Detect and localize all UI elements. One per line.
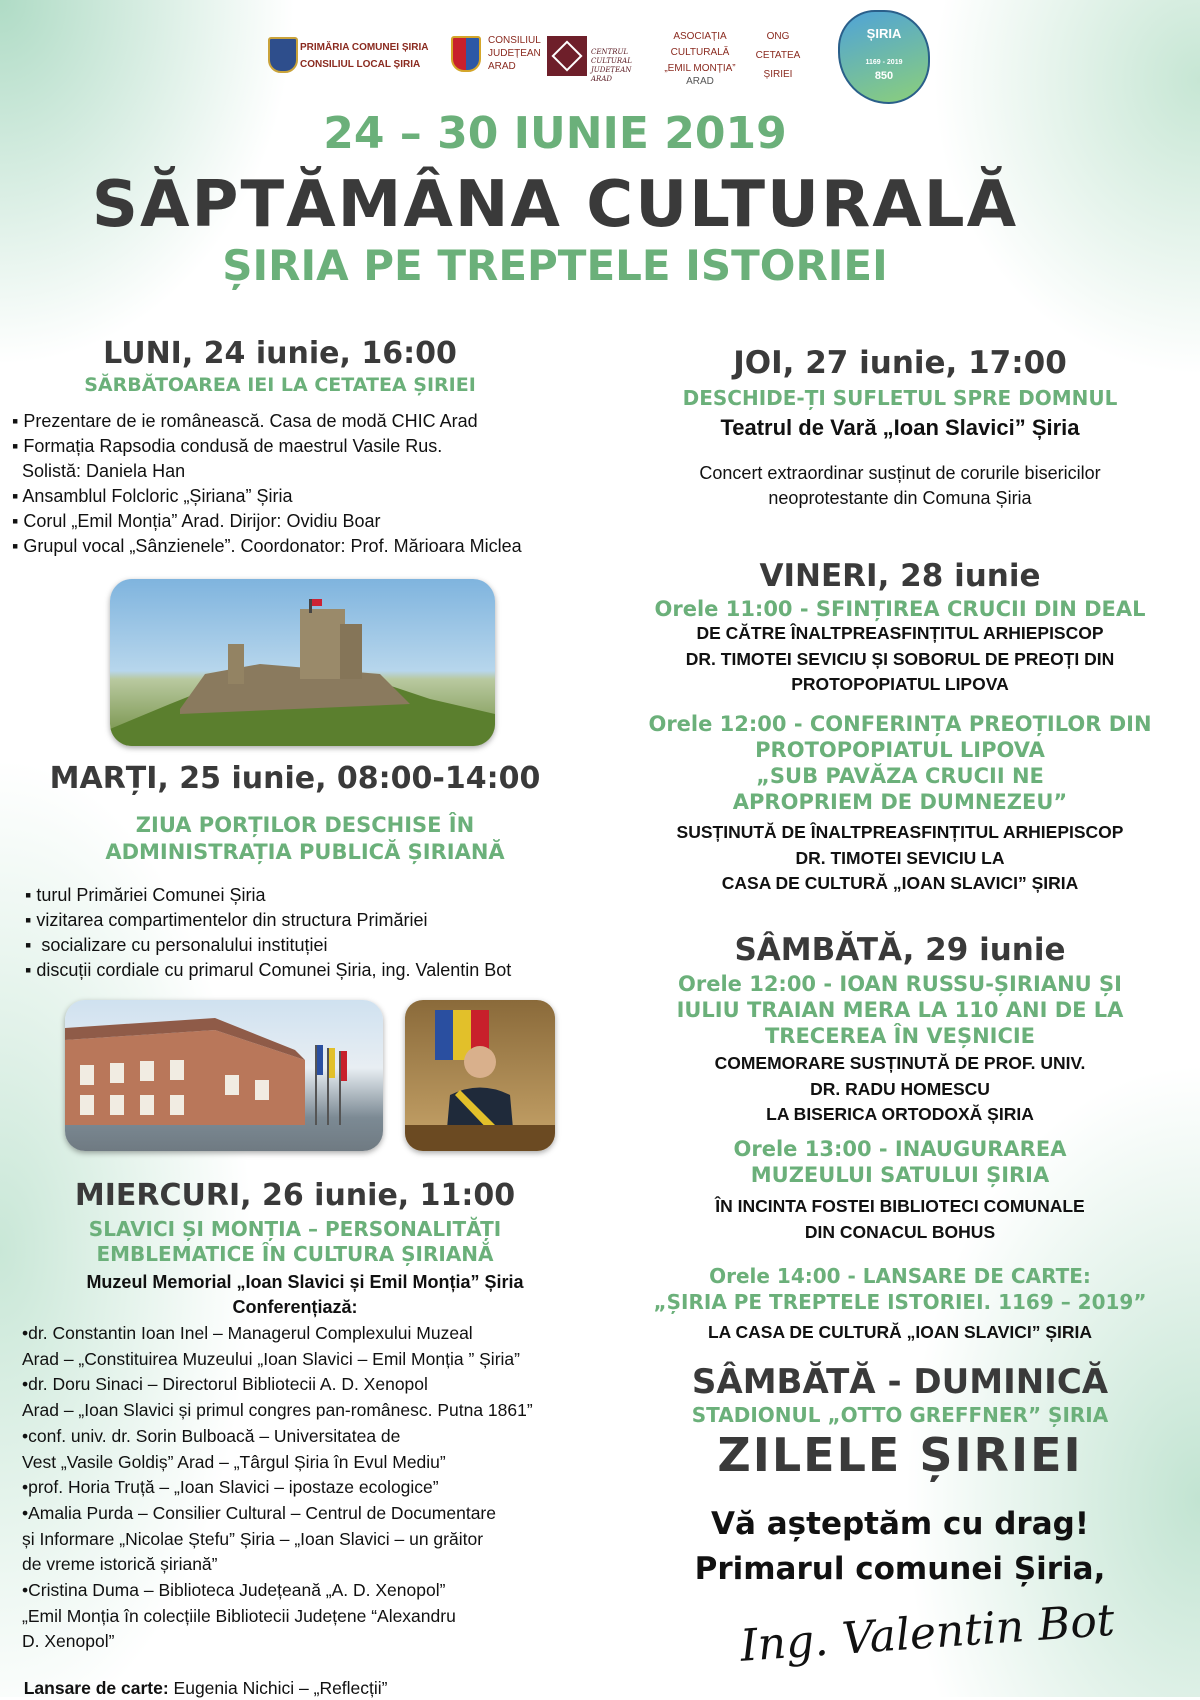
friday-e2-title-line: „SUB PAVĂZA CRUCII NE (756, 764, 1044, 788)
wednesday-subheading-line1: SLAVICI ȘI MONȚIA – PERSONALITĂȚI (88, 1217, 502, 1241)
ong-line2: CETATEA (755, 50, 801, 61)
primaria-line1: PRIMĂRIA COMUNEI ȘIRIA (300, 42, 429, 53)
ong-line3: ȘIRIEI (763, 69, 793, 80)
friday-e2-line: SUSȚINUTĂ DE ÎNALTPREASFINȚITUL ARHIEPISCOP (676, 822, 1124, 842)
consiliu-logo-text (488, 34, 541, 73)
list-item: și Informare „Nicolae Ștefu” Șiria – „Ioan Slavici – un grăitor (22, 1528, 484, 1549)
list-item: Arad – „Constituirea Muzeului „Ioan Slavici – Emil Monția ” Șiria” (22, 1348, 520, 1369)
friday-e2-line: DR. TIMOTEI SEVICIU LA (795, 847, 1005, 868)
primaria-line2: CONSILIUL LOCAL ȘIRIA (300, 59, 421, 70)
saturday-e1-title-line: Orele 12:00 - IOAN RUSSU-ȘIRIANU ȘI (678, 972, 1122, 996)
list-item: ▪ vizitarea compartimentelor din structura Primăriei (25, 910, 428, 930)
weekend-title: ZILELE ȘIRIEI (717, 1428, 1083, 1482)
tuesday-subheading-line2: ADMINISTRAȚIA PUBLICĂ ȘIRIANĂ (105, 840, 505, 864)
asociatia-line2: CULTURALĂ (670, 47, 730, 58)
castle-illustration (110, 579, 495, 746)
thursday-desc-line2: neoprotestante din Comuna Șiria (768, 488, 1032, 508)
friday-e2-title-line: APROPRIEM DE DUMNEZEU” (732, 790, 1068, 814)
saturday-heading: SÂMBĂTĂ, 29 iunie (734, 932, 1066, 968)
primaria-crest-icon (268, 37, 298, 73)
event-dates: 24 – 30 IUNIE 2019 (323, 108, 787, 159)
saturday-e2-line: DIN CONACUL BOHUS (804, 1221, 996, 1242)
thursday-heading: JOI, 27 iunie, 17:00 (733, 345, 1067, 381)
castle-photo (110, 579, 495, 746)
saturday-e1-title-line: TRECEREA ÎN VEȘNICIE (764, 1024, 1036, 1048)
monday-subheading: SĂRBĂTOAREA IEI LA CETATEA ȘIRIEI (84, 374, 476, 396)
mayor-illustration (405, 1000, 555, 1151)
thursday-subheading: DESCHIDE-ȚI SUFLETUL SPRE DOMNUL (682, 386, 1118, 410)
wednesday-subheading-line2: EMBLEMATICE ÎN CULTURA ȘIRIANĂ (96, 1242, 494, 1266)
centru-cultural-text: CENTRUL CULTURAL JUDEȚEAN ARAD (591, 48, 632, 83)
book-launch-line (14, 1652, 388, 1700)
badge-years: 1169 - 2019 (865, 59, 903, 66)
list-item: „Emil Monția în colecțiile Bibliotecii Județene “Alexandru (22, 1605, 456, 1626)
saturday-e1-line: DR. RADU HOMESCU (810, 1078, 990, 1099)
wednesday-speakers-list (22, 1321, 602, 1655)
list-item: •dr. Constantin Ioan Inel – Managerul Complexului Muzeal (22, 1323, 473, 1343)
saturday-e3-title-line: „ȘIRIA PE TREPTELE ISTORIEI. 1169 – 2019” (653, 1290, 1147, 1314)
monday-heading: LUNI, 24 iunie, 16:00 (103, 336, 457, 371)
list-item: ▪ discuții cordiale cu primarul Comunei Șiria, ing. Valentin Bot (25, 960, 512, 980)
list-item: ▪ Grupul vocal „Sânzienele”. Coordonator: Prof. Mărioara Miclea (12, 536, 522, 556)
list-item: •dr. Doru Sinaci – Directorul Bibliotecii A. D. Xenopol (22, 1374, 428, 1395)
list-item: ▪ Corul „Emil Monția” Arad. Dirijor: Ovidiu Boar (12, 511, 381, 531)
list-item: ▪ Ansamblul Folcloric „Șiriana” Șiria (12, 486, 293, 506)
consiliu-line3: ARAD (488, 61, 516, 72)
asociatia-line4: ARAD (686, 76, 714, 87)
tuesday-heading: MARȚI, 25 iunie, 08:00-14:00 (49, 761, 541, 796)
friday-e2-title-line: PROTOPOPIATUL LIPOVA (755, 738, 1045, 762)
list-item: ▪ socializare cu personalului instituției (25, 935, 328, 955)
closing-mayor: Primarul comunei Șiria, (694, 1551, 1106, 1587)
tuesday-program-list (25, 883, 605, 983)
wednesday-speakers-label: Conferențiază: (232, 1297, 358, 1317)
consiliu-crest-icon (451, 36, 481, 72)
friday-event1-title: Orele 11:00 - SFINȚIREA CRUCII DIN DEAL (654, 597, 1146, 621)
list-item: Arad – „Ioan Slavici și primul congres pan-românesc. Putna 1861” (22, 1400, 533, 1421)
friday-e2-title-line: Orele 12:00 - CONFERINȚA PREOȚILOR DIN (648, 712, 1152, 736)
list-item: ▪ turul Primăriei Comunei Șiria (25, 885, 266, 905)
book-launch-text: Eugenia Nichici – „Reflecții” (168, 1678, 388, 1698)
asociatia-line3: „EMIL MONȚIA” (664, 63, 736, 74)
ong-line1: ONG (766, 31, 790, 42)
list-item: •Cristina Duma – Biblioteca Județeană „A. D. Xenopol” (22, 1580, 446, 1601)
closing-invite: Vă așteptăm cu drag! (711, 1506, 1089, 1542)
badge-number: 850 (874, 70, 894, 82)
saturday-e2-title-line: Orele 13:00 - INAUGURAREA (733, 1137, 1067, 1161)
thursday-desc-line1: Concert extraordinar susținut de corurile bisericilor (699, 463, 1101, 483)
asociatia-line1: ASOCIAȚIA (673, 31, 727, 42)
friday-event2-title (600, 711, 1200, 815)
weekend-heading: SÂMBĂTĂ - DUMINICĂ (691, 1362, 1109, 1402)
saturday-e2-title-line: MUZEULUI SATULUI ȘIRIA (750, 1163, 1050, 1187)
mayor-photo (405, 1000, 555, 1151)
friday-e2-line: CASA DE CULTURĂ „IOAN SLAVICI” ȘIRIA (721, 873, 1079, 893)
wednesday-heading: MIERCURI, 26 iunie, 11:00 (74, 1178, 516, 1213)
friday-e1-line: DR. TIMOTEI SEVICIU ȘI SOBORUL DE PREOȚI DIN (685, 648, 1115, 669)
list-item: ▪ Prezentare de ie românească. Casa de modă CHIC Arad (12, 411, 478, 431)
saturday-event3-details: LA CASA DE CULTURĂ „IOAN SLAVICI” ȘIRIA (707, 1322, 1093, 1342)
friday-e1-line: PROTOPOPIATUL LIPOVA (791, 674, 1009, 694)
saturday-event1-title (600, 971, 1200, 1049)
list-item: Solistă: Daniela Han (12, 461, 186, 481)
list-item: D. Xenopol” (22, 1631, 115, 1652)
tuesday-subheading-line1: ZIUA PORȚILOR DESCHISE ÎN (135, 813, 475, 837)
town-hall-illustration (65, 1000, 383, 1151)
list-item: Vest „Vasile Goldiș” Arad – „Târgul Șiria în Evul Mediu” (22, 1451, 446, 1472)
saturday-e1-line: LA BISERICA ORTODOXĂ ȘIRIA (766, 1104, 1034, 1124)
wednesday-subheading (0, 1217, 590, 1267)
saturday-event1-details (600, 1051, 1200, 1128)
primaria-logo-text (300, 41, 429, 71)
page-subtitle: ȘIRIA PE TREPTELE ISTORIEI (222, 241, 888, 290)
consiliu-line1: CONSILIUL (488, 35, 541, 46)
asociatia-logo-text (655, 30, 745, 88)
saturday-e1-title-line: IULIU TRAIAN MERA LA 110 ANI DE LA (676, 998, 1124, 1022)
list-item: •prof. Horia Truță – „Ioan Slavici – ipostaze ecologice” (22, 1477, 439, 1498)
friday-event2-details (600, 820, 1200, 897)
consiliu-line2: JUDEȚEAN (488, 48, 541, 59)
saturday-event2-title (600, 1136, 1200, 1188)
siria-850-badge (838, 10, 930, 104)
monday-program-list (12, 409, 602, 559)
saturday-event2-details (600, 1194, 1200, 1245)
mayor-signature: Ing. Valentin Bot (738, 1594, 1117, 1672)
book-launch-label: Lansare de carte: (23, 1678, 169, 1698)
page-title: SĂPTĂMÂNA CULTURALĂ (91, 168, 1019, 242)
centru-cultural-logo (547, 36, 587, 76)
tuesday-subheading (0, 812, 610, 866)
ong-logo-text (753, 30, 803, 81)
saturday-e2-line: ÎN INCINTA FOSTEI BIBLIOTECI COMUNALE (715, 1196, 1085, 1216)
friday-heading: VINERI, 28 iunie (759, 558, 1041, 594)
badge-title: ȘIRIA (866, 26, 902, 41)
list-item: de vreme istorică șiriană” (22, 1554, 218, 1575)
town-hall-photo (65, 1000, 383, 1151)
list-item: •Amalia Purda – Consilier Cultural – Centrul de Documentare (22, 1502, 496, 1523)
weekend-venue: STADIONUL „OTTO GREFFNER” ȘIRIA (691, 1403, 1109, 1427)
friday-event1-details (600, 621, 1200, 698)
thursday-description (600, 461, 1200, 511)
centru-diamond-icon (551, 40, 582, 71)
list-item: ▪ Formația Rapsodia condusă de maestrul Vasile Rus. (12, 436, 443, 456)
friday-e1-line: DE CĂTRE ÎNALTPREASFINȚITUL ARHIEPISCOP (696, 623, 1104, 643)
logo-row (255, 8, 955, 108)
saturday-e1-line: COMEMORARE SUSȚINUTĂ DE PROF. UNIV. (714, 1053, 1086, 1073)
saturday-e3-title-line: Orele 14:00 - LANSARE DE CARTE: (709, 1264, 1091, 1288)
wednesday-venue: Muzeul Memorial „Ioan Slavici și Emil Monția” Șiria (86, 1272, 524, 1292)
thursday-venue: Teatrul de Vară „Ioan Slavici” Șiria (720, 415, 1080, 440)
list-item: •conf. univ. dr. Sorin Bulboacă – Universitatea de (22, 1425, 401, 1446)
saturday-event3-title (600, 1263, 1200, 1315)
